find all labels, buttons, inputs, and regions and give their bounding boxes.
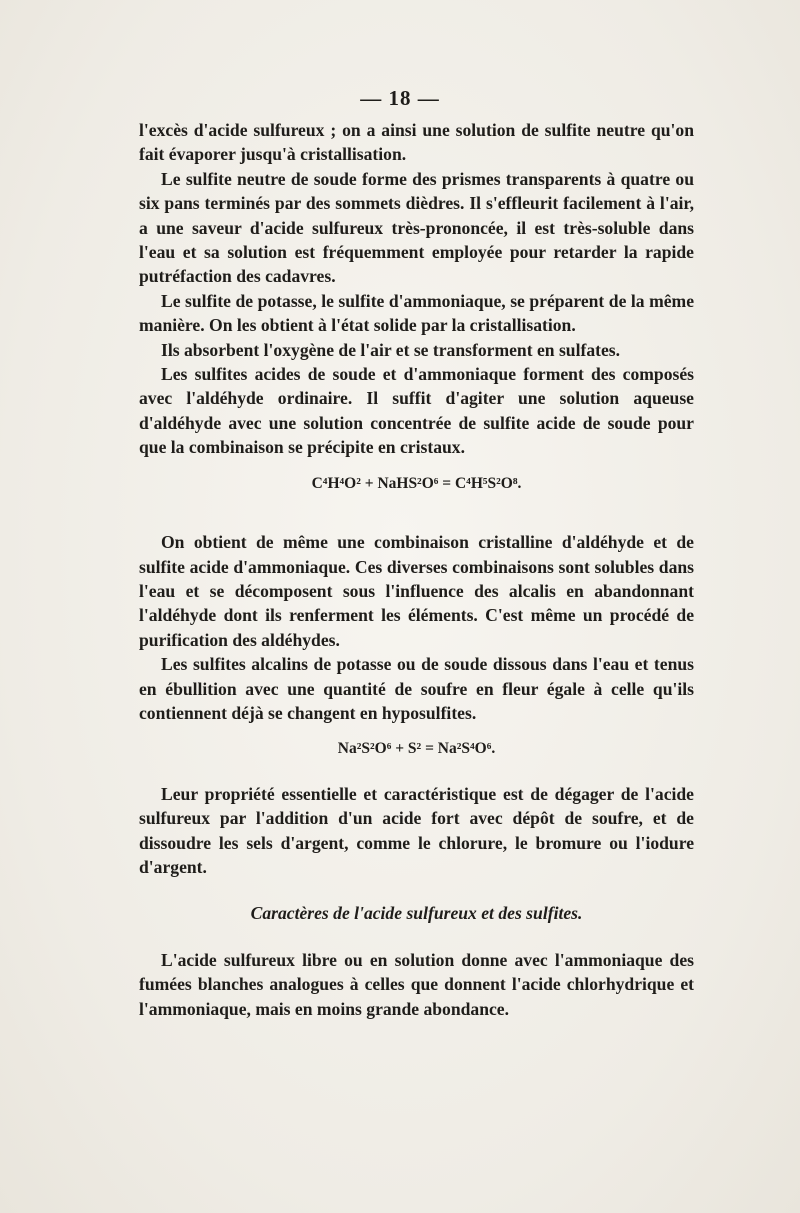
formula-hyposulfite: Na²S²O⁶ + S² = Na²S⁴O⁶. xyxy=(337,740,496,758)
paragraph-propriete: Leur propriété essentielle et caractéristique est de dégager de l'acide sulfureux par l'addition d'un acide fort avec dépôt de soufre, et de dissoudre les sels d'argent, comme le chlorure, le bromure ou l'iodure d'argent. xyxy=(139,783,694,877)
page-number: — 18 — xyxy=(360,86,440,110)
paragraph-oxygene: Ils absorbent l'oxygène de l'air et se transforment en sulfates. xyxy=(161,339,621,360)
paragraph-hyposulfites: Les sulfites alcalins de potasse ou de soude dissous dans l'eau et tenus en ébullition avec une quantité de soufre en fleur égale à celle qu'ils contiennent déjà se changent en hyposulfites. xyxy=(139,654,694,723)
paragraph-combinaison: On obtient de même une combinaison cristalline d'aldéhyde et de sulfite acide d'ammoniaque. Ces diverses combinaisons sont solubles dans l'eau et se décomposent sous l'influence des alcalis en abandonnant l'aldéhyde dont ils renferment les éléments. C'est même un procédé de purification des aldéhydes. xyxy=(139,532,694,650)
page-body xyxy=(139,118,694,1021)
paragraph-acide-libre: L'acide sulfureux libre ou en solution donne avec l'ammoniaque des fumées blanches analogues à celles que donnent l'acide chlorhydrique et l'ammoniaque, mais en moins grande abondance. xyxy=(139,949,694,1019)
formula-aldehyde: C⁴H⁴O² + NaHS²O⁶ = C⁴H⁵S²O⁸. xyxy=(311,474,522,492)
paragraph-sulfite-de-potasse: Le sulfite de potasse, le sulfite d'ammoniaque, se préparent de la même manière. On les obtient à l'état solide par la cristallisation. xyxy=(139,290,694,336)
paragraph-continuation: l'excès d'acide sulfureux ; on a ainsi une solution de sulfite neutre qu'on fait évaporer jusqu'à cristallisation. xyxy=(139,120,694,165)
paragraph-aldehyde: Les sulfites acides de soude et d'ammoniaque forment des composés avec l'aldéhyde ordinaire. Il suffit d'agiter une solution aqueuse d'aldéhyde avec une solution concentrée de sulfite acide de soude pour que la combinaison se précipite en cristaux. xyxy=(139,364,694,458)
paragraph-sulfite-de-soude: Le sulfite neutre de soude forme des prismes transparents à quatre ou six pans terminés par des sommets dièdres. Il s'effleurit facilement à l'air, a une saveur d'acide sulfureux très-prononcée, il est très-soluble dans l'eau et sa solution est fréquemment employée pour retarder la rapide putréfaction des cadavres. xyxy=(139,168,694,287)
section-caption: Caractères de l'acide sulfureux et des sulfites. xyxy=(250,903,583,924)
